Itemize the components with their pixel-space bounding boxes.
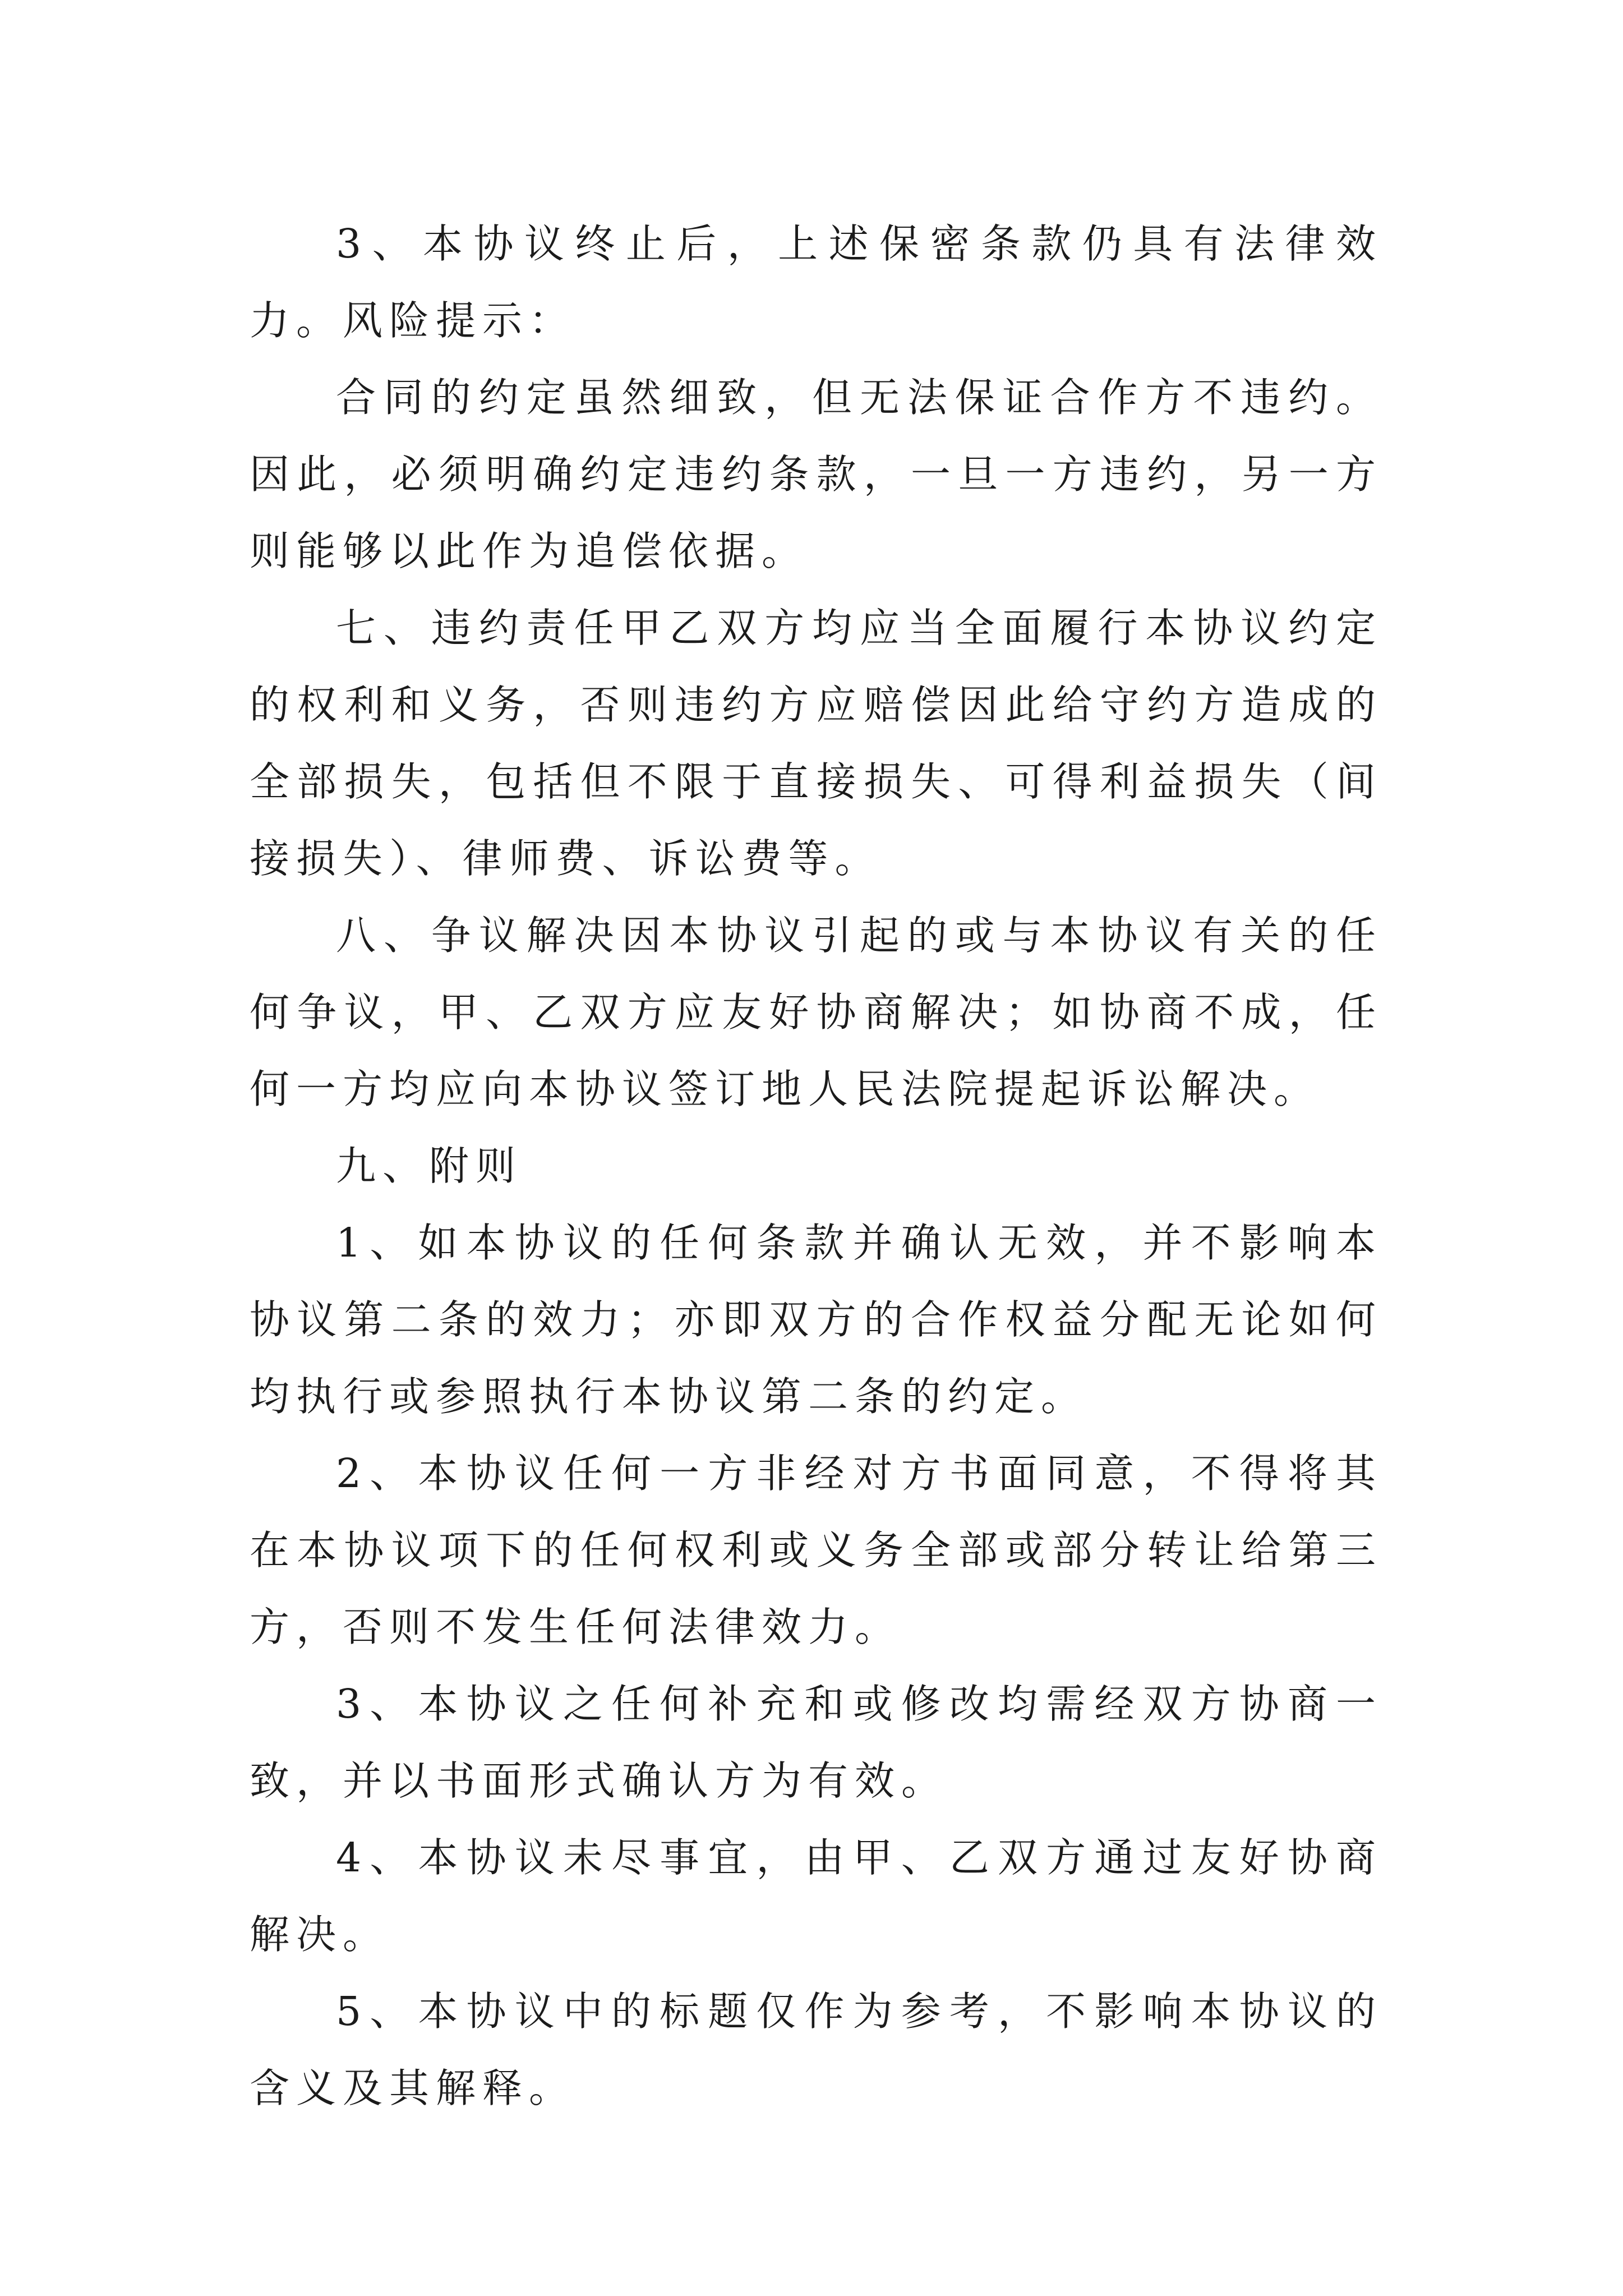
clause-4-unaddressed-matters: 4、本协议未尽事宜，由甲、乙双方通过友好协商解决。: [250, 1834, 1382, 1958]
clause-2-assignment: 2、本协议任何一方非经对方书面同意，不得将其在本协议项下的任何权利或义务全部或部分转让给第三方，否则不发生任何法律效力。: [250, 1450, 1382, 1650]
paragraph-confidentiality-survival: 3、本协议终止后，上述保密条款仍具有法律效力。风险提示：: [250, 220, 1382, 344]
document-body: [250, 205, 1382, 2127]
clause-1-invalidity: 1、如本协议的任何条款并确认无效，并不影响本协议第二条的效力；亦即双方的合作权益分配无论如何均执行或参照执行本协议第二条的约定。: [250, 1220, 1382, 1420]
paragraph-risk-note: 合同的约定虽然细致，但无法保证合作方不违约。因此，必须明确约定违约条款，一旦一方违约，另一方则能够以此作为追偿依据。: [250, 374, 1382, 574]
paragraph-dispute-resolution: 八、争议解决因本协议引起的或与本协议有关的任何争议，甲、乙双方应友好协商解决；如协商不成，任何一方均应向本协议签订地人民法院提起诉讼解决。: [250, 912, 1382, 1112]
paragraph-breach-liability: 七、违约责任甲乙双方均应当全面履行本协议约定的权利和义务，否则违约方应赔偿因此给守约方造成的全部损失，包括但不限于直接损失、可得利益损失（间接损失）、律师费、诉讼费等。: [250, 605, 1382, 882]
clause-5-headings: 5、本协议中的标题仅作为参考，不影响本协议的含义及其解释。: [250, 1988, 1382, 2111]
clause-3-amendments: 3、本协议之任何补充和或修改均需经双方协商一致，并以书面形式确认方为有效。: [250, 1681, 1382, 1804]
section-heading-supplementary: 九、附则: [336, 1143, 523, 1189]
